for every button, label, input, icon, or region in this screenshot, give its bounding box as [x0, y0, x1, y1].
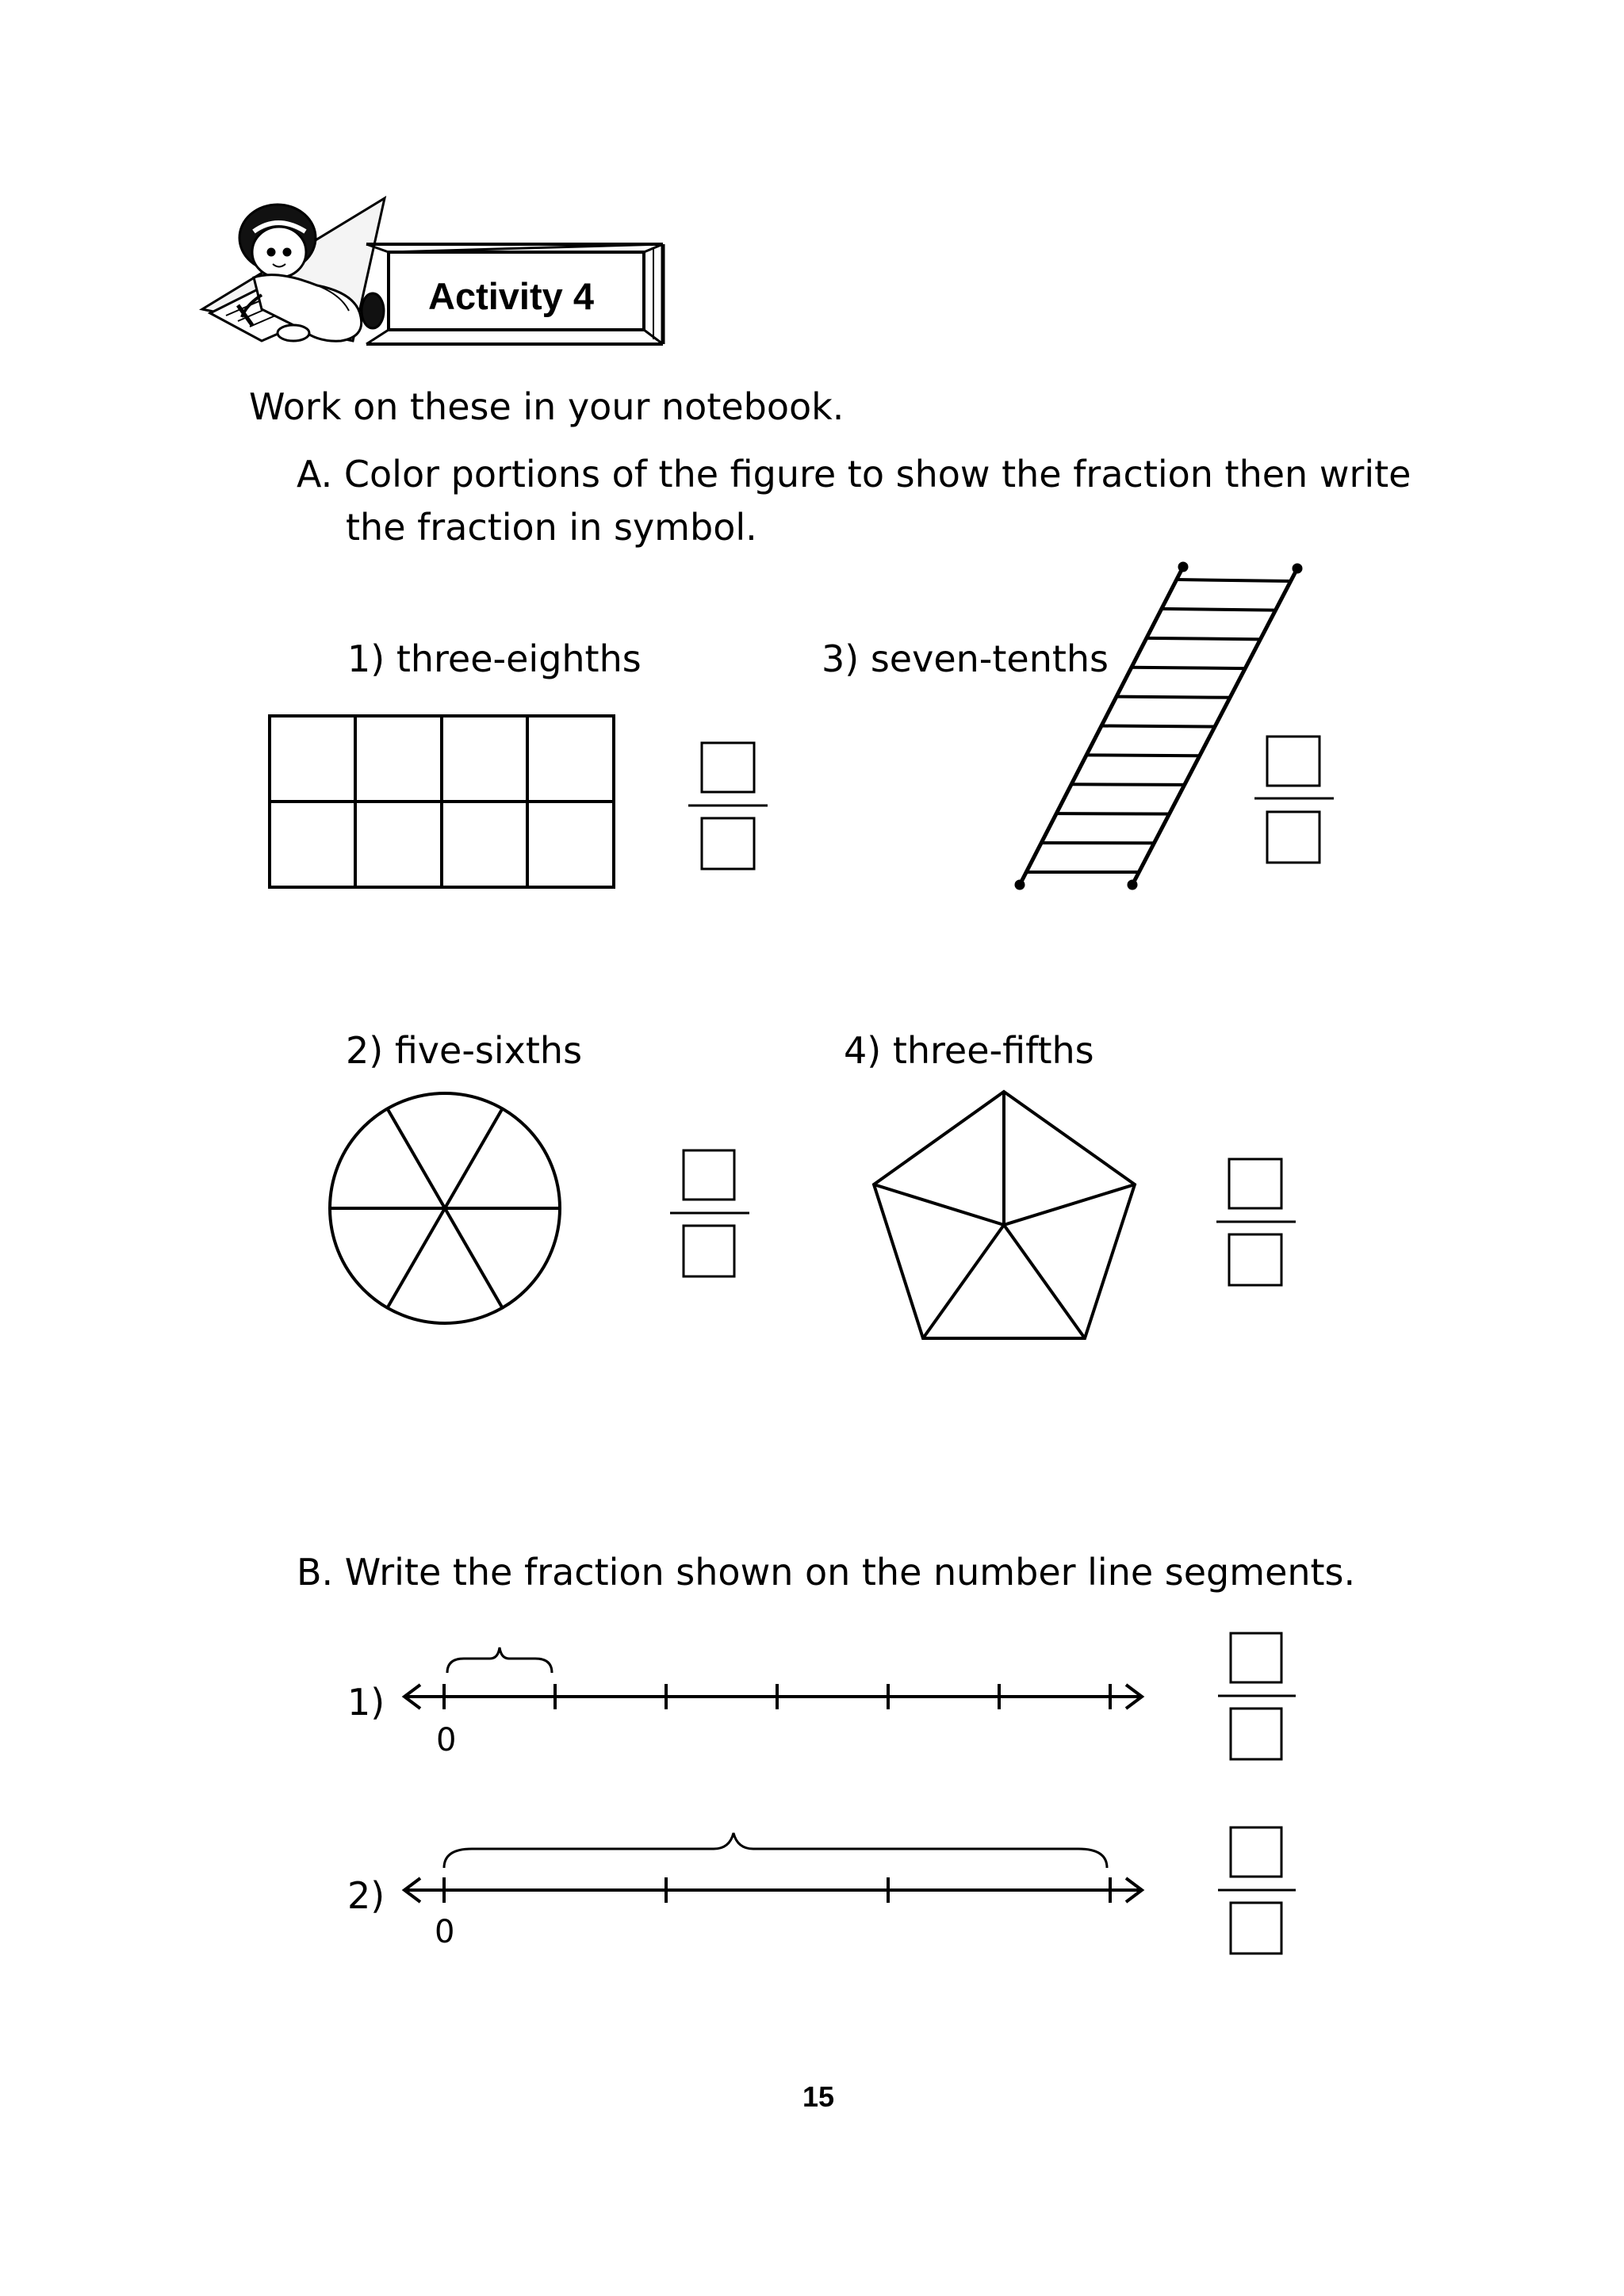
ladder-rung	[1101, 726, 1215, 727]
ladder-rung	[1116, 697, 1230, 698]
fraction-answer-box[interactable]	[1218, 1633, 1296, 1759]
part-a-instruction-line1: A. Color portions of the figure to show the fraction then write	[297, 453, 1411, 496]
item-label-five-sixths: 2) five-sixths	[346, 1029, 583, 1072]
pentagon-figure	[874, 1092, 1135, 1338]
fraction-answer-box[interactable]	[670, 1150, 749, 1276]
part-a-instruction-line2: the fraction in symbol.	[346, 506, 757, 549]
ladder-rung	[1147, 638, 1261, 640]
item-label-three-eighths: 1) three-eighths	[347, 637, 642, 680]
part-b-instruction: B. Write the fraction shown on the number line segments.	[297, 1551, 1356, 1594]
activity-title: Activity 4	[428, 275, 594, 317]
number-line-1	[404, 1647, 1142, 1709]
girl-writing-illustration-icon	[202, 198, 385, 341]
zero-label: 0	[435, 1914, 455, 1950]
circle-figure	[330, 1093, 560, 1323]
zero-label: 0	[436, 1722, 457, 1758]
fraction-answer-box[interactable]	[1216, 1159, 1296, 1285]
fraction-answer-box[interactable]	[688, 743, 768, 869]
item-label-three-fifths: 4) three-fifths	[844, 1029, 1094, 1072]
rectangle-grid-figure	[270, 716, 614, 887]
ladder-rung	[1071, 784, 1185, 785]
page-number: 15	[802, 2080, 835, 2113]
ladder-rung	[1086, 755, 1200, 756]
item-label-seven-tenths: 3) seven-tenths	[822, 637, 1109, 680]
number-line-2	[404, 1833, 1142, 1903]
ladder-rung	[1162, 609, 1276, 610]
number-line-label-1: 1)	[347, 1681, 385, 1724]
fraction-answer-box[interactable]	[1218, 1827, 1296, 1954]
number-line-label-2: 2)	[347, 1874, 385, 1917]
intro-instruction: Work on these in your notebook.	[249, 385, 845, 428]
fraction-answer-box[interactable]	[1254, 737, 1334, 863]
ladder-rung	[1177, 580, 1291, 581]
ladder-figure	[1015, 562, 1302, 890]
